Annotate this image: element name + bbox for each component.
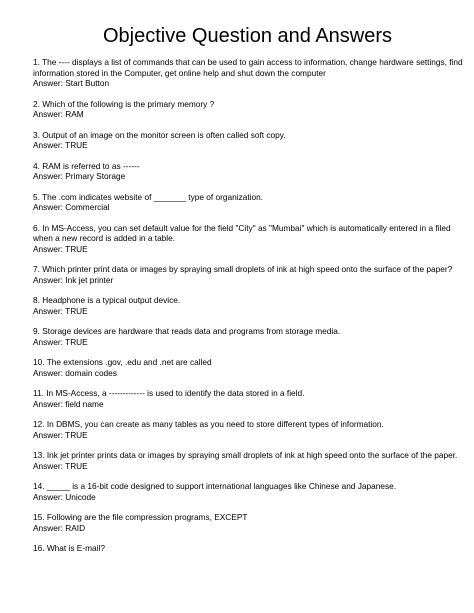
question-text: 9. Storage devices are hardware that reads data and programs from storage media. (33, 326, 341, 336)
qa-item-11 (33, 388, 464, 409)
qa-item-2 (33, 99, 464, 120)
question-text: 10. The extensions .gov, .edu and .net are called (33, 357, 212, 367)
qa-item-12 (33, 419, 464, 440)
question-text: 13. Ink jet printer prints data or images by spraying small droplets of ink at high speed onto the surface of the paper. (33, 450, 458, 460)
answer-text: Answer: RAID (33, 522, 86, 533)
answer-text: Answer: TRUE (33, 460, 88, 471)
question-text: 8. Headphone is a typical output device. (33, 295, 181, 305)
qa-item-15 (33, 512, 464, 533)
question-text: 4. RAM is referred to as ------ (33, 160, 140, 171)
question-text: 12. In DBMS, you can create as many tables as you need to store different types of information. (33, 419, 384, 429)
answer-text: Answer: Commercial (33, 202, 110, 212)
answer-text: Answer: Unicode (33, 491, 96, 502)
question-text: 16. What is E-mail? (33, 543, 105, 553)
answer-text: Answer: TRUE (33, 243, 88, 254)
qa-item-3 (33, 130, 464, 151)
question-text: 7. Which printer print data or images by spraying small droplets of ink at high speed onto the surface of the paper? (33, 264, 453, 274)
qa-item-8 (33, 295, 464, 316)
qa-item-5 (33, 192, 464, 213)
answer-text: Answer: RAM (33, 109, 84, 119)
question-text: 2. Which of the following is the primary memory ? (33, 98, 215, 109)
answer-text: Answer: Start Button (33, 78, 110, 88)
qa-list (33, 57, 464, 554)
answer-text: Answer: TRUE (33, 305, 88, 316)
qa-item-14 (33, 481, 464, 502)
question-text: 11. In MS-Access, a ------------- is used to identify the data stored in a field. (33, 388, 305, 398)
answer-text: Answer: TRUE (33, 336, 88, 347)
question-text: 6. In MS-Access, you can set default value for the field "City" as "Mumbai" which is automatically entered in a filed when a new record is added in a table. (33, 222, 451, 243)
question-text: 1. The ---- displays a list of commands that can be used to gain access to information, change hardware settings, find information stored in the Computer, get online help and shut down the computer (33, 57, 463, 78)
page-title: Objective Question and Answers (102, 25, 393, 47)
qa-item-1 (33, 57, 464, 89)
answer-text: Answer: Ink jet printer (33, 274, 114, 285)
answer-text: Answer: TRUE (33, 140, 88, 150)
qa-item-10 (33, 357, 464, 378)
answer-text: Answer: domain codes (33, 367, 117, 378)
answer-text: Answer: field name (33, 398, 104, 409)
question-text: 15. Following are the file compression programs, EXCEPT (33, 512, 248, 522)
qa-item-13 (33, 450, 464, 471)
qa-item-16 (33, 543, 464, 554)
qa-item-9 (33, 326, 464, 347)
qa-item-6 (33, 223, 464, 255)
question-text: 3. Output of an image on the monitor screen is often called soft copy. (33, 129, 286, 140)
answer-text: Answer: TRUE (33, 429, 88, 440)
answer-text: Answer: Primary Storage (33, 171, 126, 181)
qa-item-4 (33, 161, 464, 182)
qa-item-7 (33, 264, 464, 285)
question-text: 14. _____ is a 16-bit code designed to support international languages like Chinese and Japanese. (33, 481, 397, 491)
question-text: 5. The .com indicates website of _______ type of organization. (33, 191, 263, 202)
